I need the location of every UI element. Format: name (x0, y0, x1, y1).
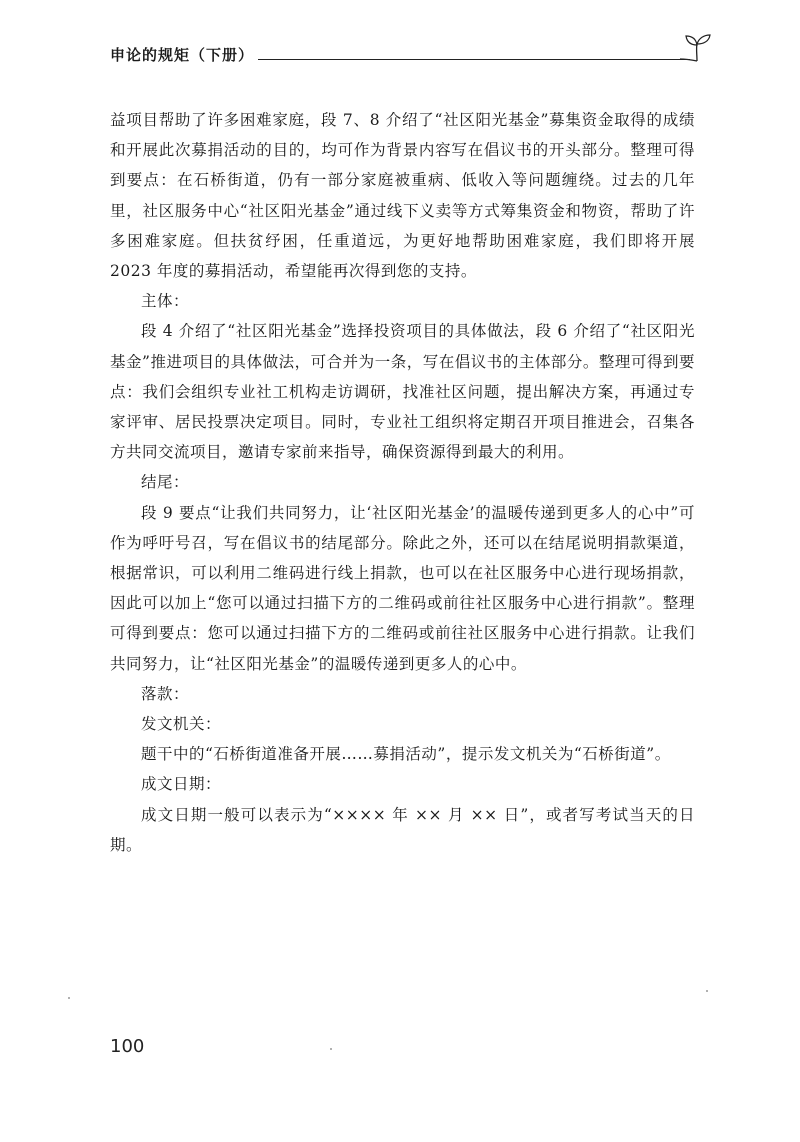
heading-issuer: 发文机关： (141, 715, 222, 734)
book-title: 申论的规矩（下册） (110, 46, 255, 64)
heading-ending: 结尾： (141, 473, 190, 492)
paragraph-date: 成文日期一般可以表示为“×××× 年 ×× 月 ×× 日”，或者写考试当天的日期。 (110, 805, 695, 854)
paragraph-background: 益项目帮助了许多困难家庭，段 7、8 介绍了“社区阳光基金”募集资金取得的成绩和开展此次募捐活动的目的，均可作为背景内容写在倡议书的开头部分。整理可得到要点：在石桥街道，仍有一部分家庭被重病、低收入等问题缠绕。过去的几年里，社区服务中心“社区阳光基金”通过线下义卖等方式筹集资金和物资，帮助了许多困难家庭。但扶贫纾困，任重道远，为更好地帮助困难家庭，我们即将开展 2023 年度的募捐活动，希望能再次得到您的支持。 (110, 111, 695, 281)
heading-signature: 落款： (141, 684, 190, 703)
scan-speck (330, 1048, 332, 1050)
heading-body: 主体： (141, 292, 190, 311)
scan-speck (706, 990, 708, 992)
page-number: 100 (110, 1036, 145, 1057)
header-rule (258, 59, 690, 60)
scan-speck (68, 997, 70, 999)
heading-date: 成文日期： (141, 775, 222, 794)
running-header (110, 44, 710, 68)
body-text (110, 105, 695, 860)
paragraph-body: 段 4 介绍了“社区阳光基金”选择投资项目的具体做法，段 6 介绍了“社区阳光基金”推进项目的具体做法，可合并为一条，写在倡议书的主体部分。整理可得到要点：我们会组织专业社工机构走访调研，找准社区问题，提出解决方案，再通过专家评审、居民投票决定项目。同时，专业社工组织将定期召开项目推进会，召集各方共同交流项目，邀请专家前来指导，确保资源得到最大的利用。 (110, 322, 695, 462)
sprout-icon (680, 32, 714, 62)
paragraph-ending: 段 9 要点“让我们共同努力，让‘社区阳光基金’的温暖传递到更多人的心中”可作为呼吁号召，写在倡议书的结尾部分。除此之外，还可以在结尾说明捐款渠道，根据常识，可以利用二维码进行线上捐款，也可以在社区服务中心进行现场捐款，因此可以加上“您可以通过扫描下方的二维码或前往社区服务中心进行捐款”。整理可得到要点：您可以通过扫描下方的二维码或前往社区服务中心进行捐款。让我们共同努力，让“社区阳光基金”的温暖传递到更多人的心中。 (110, 503, 695, 673)
paragraph-issuer: 题干中的“石桥街道准备开展……募捐活动”，提示发文机关为“石桥街道”。 (141, 745, 671, 764)
